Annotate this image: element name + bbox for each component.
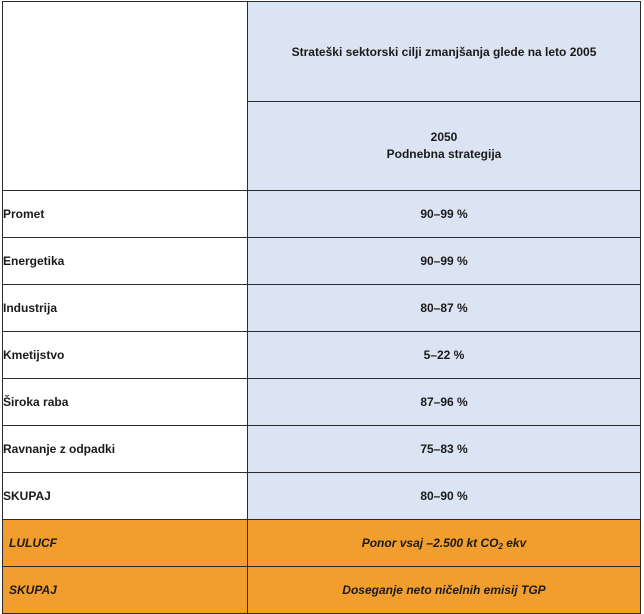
table-row bbox=[3, 426, 641, 473]
lulucf-label: LULUCF bbox=[3, 520, 248, 567]
emissions-target-table bbox=[2, 1, 641, 614]
table-row bbox=[3, 332, 641, 379]
lulucf-value-subscript: 2 bbox=[498, 541, 503, 551]
table-row bbox=[3, 191, 641, 238]
header-year: 2050 bbox=[430, 130, 458, 144]
net-zero-row bbox=[3, 567, 641, 614]
row-value: 87–96 % bbox=[248, 379, 641, 426]
row-label: Energetika bbox=[3, 238, 248, 285]
row-value: 90–99 % bbox=[248, 191, 641, 238]
table-row bbox=[3, 285, 641, 332]
lulucf-value-prefix: Ponor vsaj –2.500 kt CO bbox=[361, 535, 499, 550]
header-row-title bbox=[3, 2, 641, 102]
header-title: Strateški sektorski cilji zmanjšanja glede na leto 2005 bbox=[248, 2, 641, 102]
header-blank-cell bbox=[3, 2, 248, 191]
net-zero-value: Doseganje neto ničelnih emisij TGP bbox=[248, 567, 641, 614]
row-value: 80–87 % bbox=[248, 285, 641, 332]
row-value: 75–83 % bbox=[248, 426, 641, 473]
row-label: Široka raba bbox=[3, 379, 248, 426]
row-value: 5–22 % bbox=[248, 332, 641, 379]
header-year-cell bbox=[248, 102, 641, 191]
lulucf-value bbox=[248, 520, 641, 567]
table-row bbox=[3, 238, 641, 285]
header-strategy: Podnebna strategija bbox=[386, 147, 502, 161]
row-label: Promet bbox=[3, 191, 248, 238]
row-label: Kmetijstvo bbox=[3, 332, 248, 379]
row-label: SKUPAJ bbox=[3, 473, 248, 520]
lulucf-value-suffix: ekv bbox=[502, 535, 527, 550]
net-zero-label: SKUPAJ bbox=[3, 567, 248, 614]
lulucf-row bbox=[3, 520, 641, 567]
row-value: 80–90 % bbox=[248, 473, 641, 520]
row-value: 90–99 % bbox=[248, 238, 641, 285]
table-row-total bbox=[3, 473, 641, 520]
row-label: Ravnanje z odpadki bbox=[3, 426, 248, 473]
table-row bbox=[3, 379, 641, 426]
row-label: Industrija bbox=[3, 285, 248, 332]
